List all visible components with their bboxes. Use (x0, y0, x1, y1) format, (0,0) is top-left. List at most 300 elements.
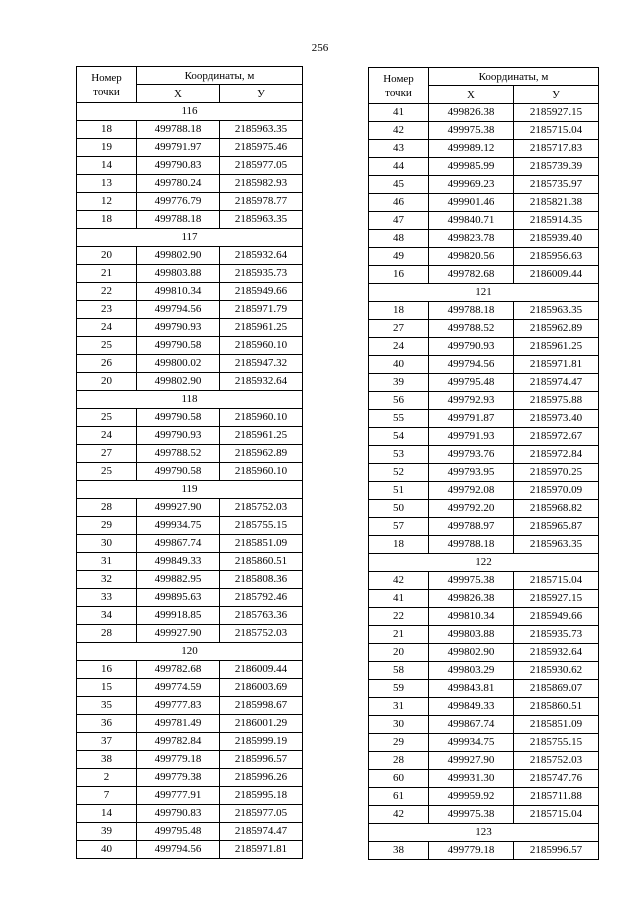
x-coordinate-cell: 499794.56 (137, 841, 220, 859)
y-coordinate-cell: 2185821.38 (514, 194, 599, 212)
point-number-cell: 38 (77, 751, 137, 769)
y-coordinate-cell: 2185970.25 (514, 464, 599, 482)
y-coordinate-cell: 2185851.09 (514, 716, 599, 734)
point-number-cell: 39 (77, 823, 137, 841)
table-row (77, 247, 303, 265)
x-coordinate-cell: 499849.33 (429, 698, 514, 716)
point-number-cell: 18 (77, 121, 137, 139)
table-row (369, 104, 599, 122)
point-number-cell: 59 (369, 680, 429, 698)
point-number-cell: 2 (77, 769, 137, 787)
table-row (369, 248, 599, 266)
table-row (369, 716, 599, 734)
y-coordinate-cell: 2185998.67 (220, 697, 303, 715)
x-coordinate-cell: 499810.34 (429, 608, 514, 626)
table-row (77, 211, 303, 229)
y-coordinate-cell: 2185978.77 (220, 193, 303, 211)
point-number-cell: 24 (77, 319, 137, 337)
parcel-group-row (77, 229, 303, 247)
point-number-cell: 35 (77, 697, 137, 715)
point-number-cell: 16 (77, 661, 137, 679)
table-row (369, 806, 599, 824)
x-coordinate-cell: 499779.18 (137, 751, 220, 769)
point-number-cell: 30 (77, 535, 137, 553)
y-coordinate-cell: 2185961.25 (220, 427, 303, 445)
y-coordinate-cell: 2186003.69 (220, 679, 303, 697)
table-row (77, 337, 303, 355)
y-coordinate-cell: 2186001.29 (220, 715, 303, 733)
x-coordinate-cell: 499927.90 (137, 499, 220, 517)
x-coordinate-cell: 499788.18 (429, 302, 514, 320)
table-row (77, 553, 303, 571)
x-coordinate-cell: 499788.18 (429, 536, 514, 554)
table-row (369, 770, 599, 788)
point-number-cell: 18 (77, 211, 137, 229)
y-coordinate-cell: 2185932.64 (514, 644, 599, 662)
point-number-cell: 40 (369, 356, 429, 374)
y-coordinate-cell: 2185996.57 (220, 751, 303, 769)
table-row (369, 158, 599, 176)
y-coordinate-cell: 2185996.57 (514, 842, 599, 860)
y-coordinate-cell: 2185715.04 (514, 122, 599, 140)
table-row (77, 589, 303, 607)
table-row (77, 445, 303, 463)
x-coordinate-cell: 499791.87 (429, 410, 514, 428)
x-coordinate-cell: 499788.18 (137, 121, 220, 139)
y-coordinate-cell: 2185962.89 (220, 445, 303, 463)
x-coordinate-cell: 499790.58 (137, 463, 220, 481)
table-row (77, 301, 303, 319)
table-row (77, 787, 303, 805)
point-number-cell: 28 (77, 499, 137, 517)
table-row (77, 373, 303, 391)
x-coordinate-cell: 499791.97 (137, 139, 220, 157)
y-coordinate-cell: 2185972.67 (514, 428, 599, 446)
y-coordinate-cell: 2185860.51 (220, 553, 303, 571)
y-coordinate-cell: 2185711.88 (514, 788, 599, 806)
x-coordinate-cell: 499989.12 (429, 140, 514, 158)
y-coordinate-cell: 2185739.39 (514, 158, 599, 176)
coordinates-table-left (76, 66, 303, 859)
table-row (77, 283, 303, 301)
table-row (369, 536, 599, 554)
y-coordinate-cell: 2185956.63 (514, 248, 599, 266)
parcel-group-row (369, 824, 599, 842)
point-number-cell: 20 (77, 247, 137, 265)
table-row (77, 499, 303, 517)
y-coordinate-cell: 2185949.66 (514, 608, 599, 626)
x-header: X (137, 85, 220, 103)
x-coordinate-cell: 499782.68 (137, 661, 220, 679)
table-row (77, 625, 303, 643)
y-coordinate-cell: 2185977.05 (220, 805, 303, 823)
table-row (77, 535, 303, 553)
table-row (77, 463, 303, 481)
point-number-cell: 31 (369, 698, 429, 716)
table-row (77, 769, 303, 787)
point-number-cell: 50 (369, 500, 429, 518)
point-number-cell: 45 (369, 176, 429, 194)
point-number-cell: 20 (77, 373, 137, 391)
y-coordinate-cell: 2185752.03 (514, 752, 599, 770)
point-number-cell: 43 (369, 140, 429, 158)
y-coordinate-cell: 2185971.81 (220, 841, 303, 859)
x-coordinate-cell: 499792.20 (429, 500, 514, 518)
table-row (369, 302, 599, 320)
point-number-cell: 53 (369, 446, 429, 464)
point-number-cell: 60 (369, 770, 429, 788)
point-number-cell: 13 (77, 175, 137, 193)
y-coordinate-cell: 2185961.25 (220, 319, 303, 337)
point-number-cell: 52 (369, 464, 429, 482)
table-row (77, 697, 303, 715)
table-row (77, 517, 303, 535)
x-coordinate-cell: 499788.97 (429, 518, 514, 536)
x-coordinate-cell: 499800.02 (137, 355, 220, 373)
table-row (369, 464, 599, 482)
x-coordinate-cell: 499849.33 (137, 553, 220, 571)
point-number-cell: 18 (369, 536, 429, 554)
coordinates-header: Координаты, м (137, 67, 303, 85)
point-number-cell: 28 (77, 625, 137, 643)
x-coordinate-cell: 499793.95 (429, 464, 514, 482)
x-coordinate-cell: 499934.75 (429, 734, 514, 752)
table-row (369, 734, 599, 752)
coordinates-table-right (368, 67, 599, 860)
point-number-cell: 30 (369, 716, 429, 734)
y-coordinate-cell: 2185974.47 (220, 823, 303, 841)
y-coordinate-cell: 2185995.18 (220, 787, 303, 805)
table-row (77, 661, 303, 679)
y-coordinate-cell: 2185932.64 (220, 247, 303, 265)
x-coordinate-cell: 499790.93 (429, 338, 514, 356)
y-coordinate-cell: 2185974.47 (514, 374, 599, 392)
x-coordinate-cell: 499781.49 (137, 715, 220, 733)
point-number-cell: 41 (369, 104, 429, 122)
x-coordinate-cell: 499975.38 (429, 806, 514, 824)
table-row (77, 409, 303, 427)
x-coordinate-cell: 499774.59 (137, 679, 220, 697)
y-coordinate-cell: 2185963.35 (514, 302, 599, 320)
point-number-header-line2: точки (93, 85, 120, 98)
x-coordinate-cell: 499803.29 (429, 662, 514, 680)
point-number-cell: 42 (369, 122, 429, 140)
table-row (369, 212, 599, 230)
x-coordinate-cell: 499959.92 (429, 788, 514, 806)
y-coordinate-cell: 2185965.87 (514, 518, 599, 536)
x-coordinate-cell: 499791.93 (429, 428, 514, 446)
x-coordinate-cell: 499985.99 (429, 158, 514, 176)
y-coordinate-cell: 2185996.26 (220, 769, 303, 787)
point-number-cell: 29 (369, 734, 429, 752)
point-number-header (77, 67, 137, 103)
point-number-cell: 22 (77, 283, 137, 301)
x-coordinate-cell: 499788.18 (137, 211, 220, 229)
x-coordinate-cell: 499810.34 (137, 283, 220, 301)
table-row (77, 805, 303, 823)
point-number-cell: 15 (77, 679, 137, 697)
table-row (369, 410, 599, 428)
parcel-number: 121 (369, 284, 599, 302)
point-number-cell: 18 (369, 302, 429, 320)
x-header: X (429, 86, 514, 104)
point-number-header-line1: Номер (383, 72, 414, 85)
table-row (77, 715, 303, 733)
parcel-number: 117 (77, 229, 303, 247)
point-number-cell: 61 (369, 788, 429, 806)
y-coordinate-cell: 2185792.46 (220, 589, 303, 607)
x-coordinate-cell: 499793.76 (429, 446, 514, 464)
table-row (369, 482, 599, 500)
x-coordinate-cell: 499823.78 (429, 230, 514, 248)
y-coordinate-cell: 2185860.51 (514, 698, 599, 716)
y-coordinate-cell: 2185755.15 (514, 734, 599, 752)
x-coordinate-cell: 499927.90 (137, 625, 220, 643)
table-row (369, 356, 599, 374)
x-coordinate-cell: 499790.83 (137, 805, 220, 823)
y-coordinate-cell: 2185755.15 (220, 517, 303, 535)
y-coordinate-cell: 2185977.05 (220, 157, 303, 175)
x-coordinate-cell: 499777.91 (137, 787, 220, 805)
table-row (369, 626, 599, 644)
x-coordinate-cell: 499895.63 (137, 589, 220, 607)
parcel-group-row (77, 391, 303, 409)
table-row (369, 392, 599, 410)
x-coordinate-cell: 499794.56 (137, 301, 220, 319)
x-coordinate-cell: 499790.58 (137, 409, 220, 427)
y-coordinate-cell: 2185747.76 (514, 770, 599, 788)
point-number-cell: 54 (369, 428, 429, 446)
point-number-cell: 24 (77, 427, 137, 445)
point-number-cell: 21 (369, 626, 429, 644)
y-coordinate-cell: 2185949.66 (220, 283, 303, 301)
table-row (77, 571, 303, 589)
point-number-header-line2: точки (385, 86, 412, 99)
point-number-cell: 25 (77, 463, 137, 481)
y-coordinate-cell: 2185927.15 (514, 104, 599, 122)
y-coordinate-cell: 2185963.35 (220, 211, 303, 229)
table-row (77, 265, 303, 283)
table-row (77, 193, 303, 211)
point-number-cell: 56 (369, 392, 429, 410)
parcel-number: 120 (77, 643, 303, 661)
point-number-cell: 7 (77, 787, 137, 805)
table-row (77, 175, 303, 193)
x-coordinate-cell: 499792.08 (429, 482, 514, 500)
point-number-cell: 25 (77, 409, 137, 427)
x-coordinate-cell: 499802.90 (429, 644, 514, 662)
table-row (369, 644, 599, 662)
table-row (77, 139, 303, 157)
y-coordinate-cell: 2185999.19 (220, 733, 303, 751)
table-row (77, 355, 303, 373)
parcel-group-row (77, 481, 303, 499)
table-row (369, 752, 599, 770)
table-row (77, 823, 303, 841)
point-number-cell: 37 (77, 733, 137, 751)
x-coordinate-cell: 499792.93 (429, 392, 514, 410)
table-header (77, 67, 303, 103)
y-coordinate-cell: 2185947.32 (220, 355, 303, 373)
point-number-cell: 14 (77, 805, 137, 823)
x-coordinate-cell: 499975.38 (429, 572, 514, 590)
y-coordinate-cell: 2186009.44 (514, 266, 599, 284)
x-coordinate-cell: 499969.23 (429, 176, 514, 194)
x-coordinate-cell: 499782.84 (137, 733, 220, 751)
y-coordinate-cell: 2185973.40 (514, 410, 599, 428)
table-row (369, 374, 599, 392)
point-number-cell: 26 (77, 355, 137, 373)
x-coordinate-cell: 499779.38 (137, 769, 220, 787)
x-coordinate-cell: 499790.83 (137, 157, 220, 175)
table-row (369, 338, 599, 356)
point-number-cell: 48 (369, 230, 429, 248)
y-coordinate-cell: 2185962.89 (514, 320, 599, 338)
x-coordinate-cell: 499840.71 (429, 212, 514, 230)
x-coordinate-cell: 499794.56 (429, 356, 514, 374)
y-coordinate-cell: 2185808.36 (220, 571, 303, 589)
parcel-group-row (77, 103, 303, 121)
point-number-cell: 42 (369, 806, 429, 824)
x-coordinate-cell: 499777.83 (137, 697, 220, 715)
point-number-cell: 27 (77, 445, 137, 463)
table-row (369, 590, 599, 608)
y-coordinate-cell: 2185914.35 (514, 212, 599, 230)
point-number-cell: 47 (369, 212, 429, 230)
parcel-number: 122 (369, 554, 599, 572)
point-number-cell: 25 (77, 337, 137, 355)
table-row (77, 121, 303, 139)
x-coordinate-cell: 499820.56 (429, 248, 514, 266)
y-coordinate-cell: 2185975.46 (220, 139, 303, 157)
y-coordinate-cell: 2186009.44 (220, 661, 303, 679)
y-coordinate-cell: 2185960.10 (220, 337, 303, 355)
y-coordinate-cell: 2185971.79 (220, 301, 303, 319)
point-number-cell: 46 (369, 194, 429, 212)
table-row (369, 320, 599, 338)
y-coordinate-cell: 2185972.84 (514, 446, 599, 464)
point-number-cell: 34 (77, 607, 137, 625)
point-number-cell: 41 (369, 590, 429, 608)
y-coordinate-cell: 2185752.03 (220, 499, 303, 517)
point-number-cell: 40 (77, 841, 137, 859)
point-number-header-line1: Номер (91, 71, 122, 84)
point-number-cell: 14 (77, 157, 137, 175)
y-coordinate-cell: 2185763.36 (220, 607, 303, 625)
x-coordinate-cell: 499867.74 (429, 716, 514, 734)
coordinates-header: Координаты, м (429, 68, 599, 86)
y-coordinate-cell: 2185935.73 (220, 265, 303, 283)
x-coordinate-cell: 499843.81 (429, 680, 514, 698)
table-header (369, 68, 599, 104)
point-number-cell: 22 (369, 608, 429, 626)
x-coordinate-cell: 499918.85 (137, 607, 220, 625)
y-coordinate-cell: 2185971.81 (514, 356, 599, 374)
parcel-number: 123 (369, 824, 599, 842)
y-coordinate-cell: 2185715.04 (514, 806, 599, 824)
x-coordinate-cell: 499790.93 (137, 319, 220, 337)
y-coordinate-cell: 2185932.64 (220, 373, 303, 391)
x-coordinate-cell: 499803.88 (137, 265, 220, 283)
x-coordinate-cell: 499826.38 (429, 104, 514, 122)
point-number-cell: 12 (77, 193, 137, 211)
table-row (369, 680, 599, 698)
point-number-cell: 33 (77, 589, 137, 607)
parcel-group-row (369, 554, 599, 572)
x-coordinate-cell: 499790.93 (137, 427, 220, 445)
x-coordinate-cell: 499901.46 (429, 194, 514, 212)
point-number-cell: 55 (369, 410, 429, 428)
y-coordinate-cell: 2185982.93 (220, 175, 303, 193)
x-coordinate-cell: 499802.90 (137, 247, 220, 265)
point-number-cell: 20 (369, 644, 429, 662)
table-row (369, 662, 599, 680)
table-row (369, 266, 599, 284)
point-number-cell: 27 (369, 320, 429, 338)
table-row (369, 230, 599, 248)
x-coordinate-cell: 499802.90 (137, 373, 220, 391)
y-coordinate-cell: 2185927.15 (514, 590, 599, 608)
point-number-header (369, 68, 429, 104)
y-coordinate-cell: 2185975.88 (514, 392, 599, 410)
parcel-number: 118 (77, 391, 303, 409)
parcel-group-row (369, 284, 599, 302)
table-row (369, 176, 599, 194)
parcel-group-row (77, 643, 303, 661)
point-number-cell: 24 (369, 338, 429, 356)
x-coordinate-cell: 499790.58 (137, 337, 220, 355)
point-number-cell: 36 (77, 715, 137, 733)
y-coordinate-cell: 2185715.04 (514, 572, 599, 590)
y-coordinate-cell: 2185735.97 (514, 176, 599, 194)
table-row (77, 679, 303, 697)
y-coordinate-cell: 2185717.83 (514, 140, 599, 158)
y-coordinate-cell: 2185963.35 (514, 536, 599, 554)
x-coordinate-cell: 499975.38 (429, 122, 514, 140)
table-row (369, 698, 599, 716)
table-row (369, 608, 599, 626)
table-row (77, 841, 303, 859)
table-row (369, 428, 599, 446)
parcel-number: 119 (77, 481, 303, 499)
x-coordinate-cell: 499788.52 (137, 445, 220, 463)
y-coordinate-cell: 2185752.03 (220, 625, 303, 643)
x-coordinate-cell: 499934.75 (137, 517, 220, 535)
point-number-cell: 32 (77, 571, 137, 589)
y-coordinate-cell: 2185939.40 (514, 230, 599, 248)
table-row (77, 319, 303, 337)
table-body (77, 103, 303, 859)
page-number: 256 (311, 42, 329, 54)
y-coordinate-cell: 2185869.07 (514, 680, 599, 698)
point-number-cell: 44 (369, 158, 429, 176)
point-number-cell: 21 (77, 265, 137, 283)
table-row (369, 446, 599, 464)
x-coordinate-cell: 499931.30 (429, 770, 514, 788)
point-number-cell: 19 (77, 139, 137, 157)
x-coordinate-cell: 499795.48 (137, 823, 220, 841)
point-number-cell: 28 (369, 752, 429, 770)
point-number-cell: 49 (369, 248, 429, 266)
table-row (77, 157, 303, 175)
x-coordinate-cell: 499788.52 (429, 320, 514, 338)
point-number-cell: 39 (369, 374, 429, 392)
y-coordinate-cell: 2185851.09 (220, 535, 303, 553)
point-number-cell: 51 (369, 482, 429, 500)
table-row (77, 733, 303, 751)
y-header: У (514, 86, 599, 104)
x-coordinate-cell: 499803.88 (429, 626, 514, 644)
